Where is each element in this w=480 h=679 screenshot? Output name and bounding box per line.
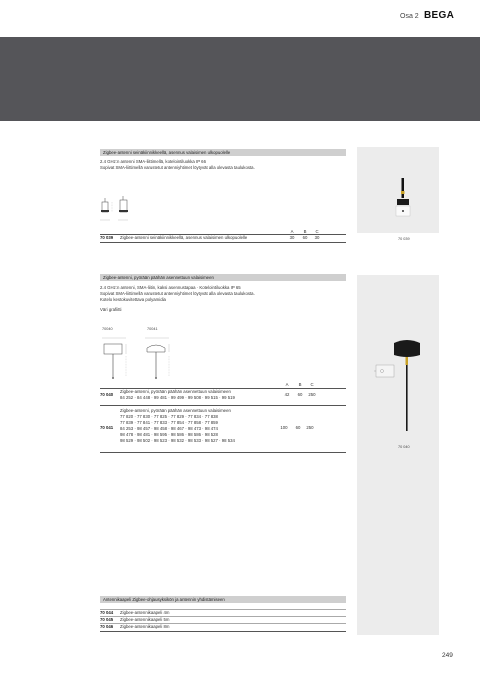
wall-antenna-photo xyxy=(393,178,413,228)
photo-caption-70040: 70 040 xyxy=(398,445,410,449)
dim-b: 60 xyxy=(295,425,301,430)
article-description: Zigbee-antennikaapeli 5m xyxy=(120,617,170,622)
article-compat-line: 77 839 · 77 841 · 77 833 · 77 854 · 77 858 · 77 859 xyxy=(120,420,218,425)
article-code: 70 040 xyxy=(100,392,114,397)
dim-a: 100 xyxy=(280,425,288,430)
article-code: 70 046 xyxy=(100,624,114,629)
article-code: 70 044 xyxy=(100,610,114,615)
color-note: Väri grafiitti xyxy=(100,307,122,312)
article-code: 70 039 xyxy=(100,235,114,240)
page-number: 249 xyxy=(442,652,453,659)
dim-a: 42 xyxy=(284,392,290,397)
section2-desc-line-2: Sopivat SMA-liittimellä varustetut antenniyhtimet löytyvät alla olevasta taulukosta. xyxy=(100,291,255,296)
article-description-line: Zigbee-antenni, pyörään päähän asennettuun valaisimeen xyxy=(120,389,231,394)
article-description: Zigbee-antennikaapeli 8m xyxy=(120,624,170,629)
table-row xyxy=(100,235,113,241)
section2-desc-line-3: Kotelo kestokuvitettava polyamidia xyxy=(100,297,166,302)
section-title-wall-antenna: Zigbee-antenni seinäkiinnikkeellä, asennus valaisimen ulkopuolelle xyxy=(100,149,346,156)
header-banner xyxy=(0,37,480,121)
divider xyxy=(100,631,346,632)
section1-desc-line-2: Sopivat SMA-liittimellä varustetut antenniyhtimet löytyvät alla olevasta taulukosta. xyxy=(100,165,255,170)
section2-desc-line-1: 2.4 GHz:n antenni, SMA-liitin, kaksi asennustapaa · Kotelointiluokka IP 65 xyxy=(100,285,241,290)
pole-antenna-drawing-70041 xyxy=(143,336,173,380)
section-label: Osa 2 xyxy=(400,13,419,20)
article-code: 70 041 xyxy=(100,425,114,430)
dim-c: 250 xyxy=(306,425,314,430)
dim-a: 30 xyxy=(289,235,295,240)
article-compat-line: 77 820 · 77 830 · 77 825 · 77 829 · 77 834 · 77 838 xyxy=(120,414,218,419)
divider xyxy=(100,242,346,243)
wall-antenna-drawing xyxy=(98,196,138,224)
drawing-label-70041: 70041 xyxy=(147,327,158,331)
pole-antenna-photo xyxy=(372,335,422,435)
article-code: 70 045 xyxy=(100,617,114,622)
article-compat-line: 98 478 · 98 481 · 98 595 · 98 586 · 98 586 · 98 528 xyxy=(120,432,218,437)
divider xyxy=(100,452,346,453)
divider xyxy=(100,405,346,406)
article-description: Zigbee-antenni seinäkiinnikkeellä, asennus valaisimen ulkopuolelle xyxy=(120,235,248,240)
col-header-b: B xyxy=(303,229,307,234)
article-compat-line: 98 529 · 98 502 · 98 523 · 98 532 · 98 533 · 98 527 · 98 534 xyxy=(120,438,235,443)
dim-b: 60 xyxy=(302,235,308,240)
article-description: Zigbee-antennikaapeli 4m xyxy=(120,610,170,615)
col-header-a: A xyxy=(290,229,294,234)
col-header-a: A xyxy=(285,382,289,387)
col-header-b: B xyxy=(298,382,302,387)
photo-caption-70039: 70 039 xyxy=(398,237,410,241)
col-header-c: C xyxy=(310,382,314,387)
section-title-antenna-cable: Antennikaapeli Zigbee-ohjausyksikön ja antennin yhdistämiseen xyxy=(100,596,346,603)
product-photo-panel-2 xyxy=(357,275,439,635)
article-compat-line: 84 253 · 98 457 · 98 458 · 98 467 · 98 473 · 98 474 xyxy=(120,426,218,431)
pole-antenna-drawing-70040 xyxy=(100,336,130,380)
dim-c: 250 xyxy=(308,392,316,397)
dim-c: 30 xyxy=(314,235,320,240)
dim-b: 60 xyxy=(297,392,303,397)
section-title-pole-antenna: Zigbee-antenni, pyörään päähän asennettuun valaisimeen xyxy=(100,274,346,281)
col-header-c: C xyxy=(315,229,319,234)
drawing-label-70040: 70040 xyxy=(102,327,113,331)
article-compat-line: 84 252 · 84 448 · 99 481 · 99 499 · 99 508 · 99 515 · 99 519 xyxy=(120,395,235,400)
section1-desc-line-1: 2.4 GHz:n antenni SMA-liittimellä, kotelointiluokka IP 66 xyxy=(100,159,206,164)
article-description-line: Zigbee-antenni, pyörään päähän asennettuun valaisimeen xyxy=(120,408,231,413)
brand-logo: BEGA xyxy=(424,10,455,21)
